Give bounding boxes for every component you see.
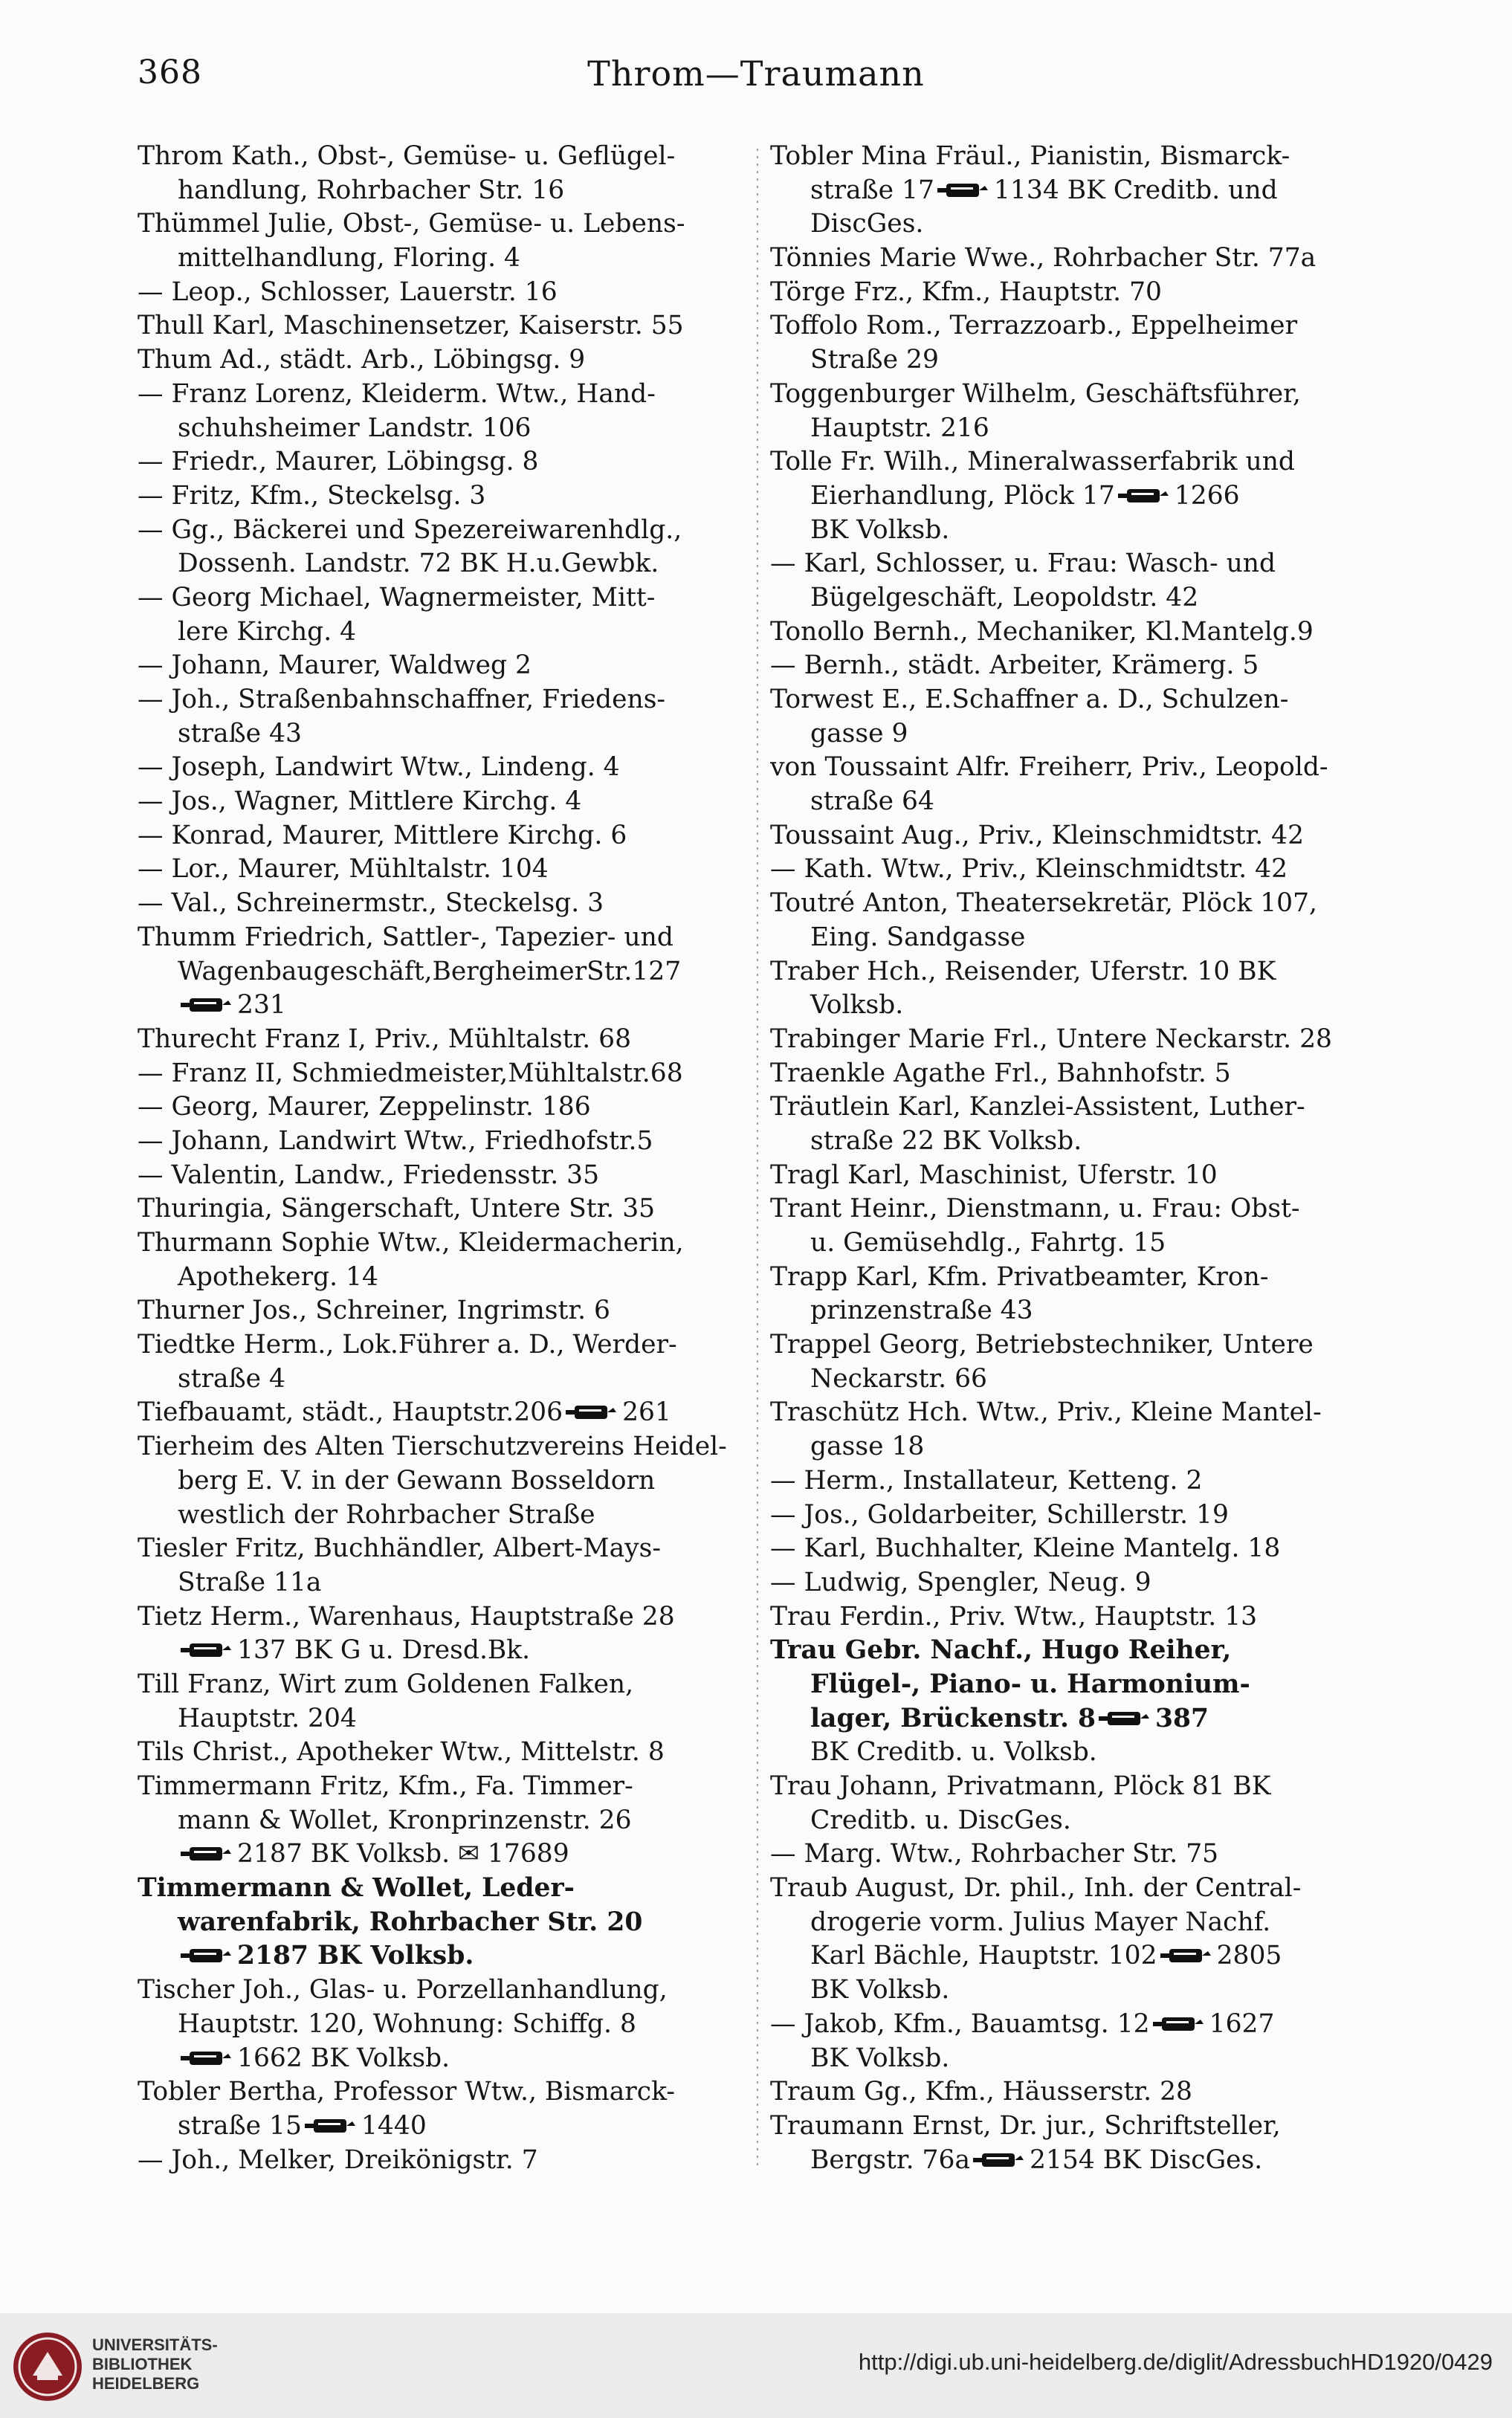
phone-number: 261 (622, 1397, 671, 1428)
directory-line (138, 785, 763, 819)
directory-line-text: — Johann, Landwirt Wtw., Friedhofstr.5 (138, 1125, 653, 1156)
directory-line (770, 1057, 1396, 1091)
directory-line (138, 1057, 763, 1091)
directory-line-text: BK Volksb. (810, 514, 950, 545)
directory-line (770, 547, 1396, 581)
directory-line (770, 1634, 1396, 1668)
directory-line-text: Apothekerg. 14 (178, 1261, 379, 1292)
directory-line-text: Törge Frz., Kfm., Hauptstr. 70 (770, 277, 1163, 307)
directory-line-text: — Jakob, Kfm., Bauamtsg. 12 (770, 2008, 1150, 2039)
directory-line (770, 853, 1396, 887)
directory-line-text: — Valentin, Landw., Friedensstr. 35 (138, 1160, 600, 1190)
directory-line (138, 1837, 763, 1872)
directory-line (138, 989, 763, 1023)
directory-line-text: Tolle Fr. Wilh., Mineralwasserfabrik und (770, 447, 1296, 477)
right-column (770, 140, 1396, 2176)
directory-line (770, 1430, 1396, 1464)
directory-line-text: 2187 BK Volksb. ✉ 17689 (237, 1839, 569, 1869)
telephone-icon (179, 1844, 234, 1863)
directory-line-text: Träutlein Karl, Kanzlei-Assistent, Luther- (770, 1092, 1305, 1122)
library-seal-icon (10, 2330, 85, 2404)
directory-line-text: Eierhandlung, Plöck 17 (810, 480, 1115, 511)
telephone-icon (303, 2116, 358, 2136)
directory-line (138, 412, 763, 446)
directory-line (138, 1464, 763, 1499)
directory-line (138, 242, 763, 276)
directory-line-text: Wagenbaugeschäft,BergheimerStr.127 (178, 956, 682, 986)
directory-line (770, 479, 1396, 514)
directory-line (770, 174, 1396, 208)
directory-line-text: — Val., Schreinermstr., Steckelsg. 3 (138, 888, 604, 919)
directory-line (138, 1226, 763, 1261)
directory-line (770, 378, 1396, 412)
directory-line-text: Flügel-, Piano- u. Harmonium- (810, 1669, 1250, 1699)
directory-line-text: Thurecht Franz I, Priv., Mühltalstr. 68 (138, 1024, 632, 1054)
directory-line (770, 615, 1396, 650)
directory-line-text: — Karl, Schlosser, u. Frau: Wasch- und (770, 549, 1276, 579)
directory-line (770, 1023, 1396, 1057)
directory-line (770, 649, 1396, 683)
directory-line (138, 1872, 763, 1906)
directory-line (770, 1192, 1396, 1226)
directory-line-text: Trau Ferdin., Priv. Wtw., Hauptstr. 13 (770, 1601, 1258, 1632)
directory-line (138, 955, 763, 989)
telephone-icon (1151, 2014, 1206, 2034)
directory-line-text: Trappel Georg, Betriebstechniker, Untere (770, 1330, 1314, 1360)
directory-line (138, 581, 763, 615)
directory-line-text: — Joh., Straßenbahnschaffner, Friedens- (138, 685, 666, 714)
telephone-icon (1117, 486, 1172, 505)
directory-line-text: Bergstr. 76a (810, 2144, 971, 2175)
phone-number: 1627 (1209, 2008, 1275, 2039)
telephone-icon (179, 995, 234, 1015)
directory-line-text: — Ludwig, Spengler, Neug. 9 (770, 1567, 1151, 1597)
directory-line-text: Tiefbauamt, städt., Hauptstr.206 (138, 1397, 563, 1428)
directory-line-text: Straße 29 (810, 345, 939, 375)
directory-line-text: Tobler Mina Fräul., Pianistin, Bismarck- (770, 141, 1290, 171)
directory-line (770, 276, 1396, 310)
directory-line (138, 1532, 763, 1566)
directory-line (770, 1906, 1396, 1940)
directory-line (770, 343, 1396, 378)
directory-line-text: lager, Brückenstr. 8 (810, 1703, 1096, 1733)
directory-line-text: handlung, Rohrbacher Str. 16 (178, 175, 565, 205)
directory-line-text: Tietz Herm., Warenhaus, Hauptstraße 28 (138, 1601, 675, 1632)
directory-line (138, 1430, 763, 1464)
directory-line-text: Creditb. u. DiscGes. (810, 1805, 1071, 1835)
library-name (92, 2335, 218, 2393)
telephone-icon (179, 1640, 234, 1660)
directory-line (138, 1566, 763, 1600)
directory-line (770, 1499, 1396, 1533)
directory-line (138, 887, 763, 921)
directory-line-text: — Georg, Maurer, Zeppelinstr. 186 (138, 1092, 591, 1122)
directory-line (770, 514, 1396, 548)
directory-line (770, 1125, 1396, 1159)
directory-line-text: straße 4 (178, 1363, 286, 1394)
phone-number: 1266 (1174, 480, 1240, 511)
directory-line-text: Throm Kath., Obst-, Gemüse- u. Geflügel- (138, 141, 676, 171)
directory-line (138, 1668, 763, 1702)
directory-line (138, 276, 763, 310)
directory-line (770, 751, 1396, 785)
directory-line-text: Tönnies Marie Wwe., Rohrbacher Str. 77a (770, 243, 1316, 274)
directory-line (138, 717, 763, 751)
directory-line-text: 1662 BK Volksb. (237, 2043, 450, 2073)
directory-line (138, 1973, 763, 2008)
directory-line-text: Traumann Ernst, Dr. jur., Schriftsteller, (770, 2110, 1281, 2141)
directory-line (138, 1261, 763, 1295)
directory-line-text: Eing. Sandgasse (810, 922, 1026, 952)
directory-line-text: Thull Karl, Maschinensetzer, Kaiserstr. 55 (138, 311, 684, 341)
directory-line (770, 1804, 1396, 1838)
directory-line (138, 2110, 763, 2144)
directory-line-text: Tonollo Bernh., Mechaniker, Kl.Mantelg.9 (770, 616, 1314, 647)
directory-line (770, 2008, 1396, 2042)
directory-line-text: — Friedr., Maurer, Löbingsg. 8 (138, 447, 539, 477)
directory-line-text: gasse 18 (810, 1432, 925, 1462)
directory-line-text: Tobler Bertha, Professor Wtw., Bismarck- (138, 2077, 676, 2107)
directory-line-text: Traenkle Agathe Frl., Bahnhofstr. 5 (770, 1058, 1231, 1088)
directory-line (770, 445, 1396, 479)
directory-line-text: Toffolo Rom., Terrazzoarb., Eppelheimer (770, 311, 1298, 341)
directory-line (770, 1600, 1396, 1635)
directory-line (138, 343, 763, 378)
directory-line-text: gasse 9 (810, 718, 908, 749)
directory-line-text: Thumm Friedrich, Sattler-, Tapezier- und (138, 922, 673, 952)
directory-line-text: Timmermann Fritz, Kfm., Fa. Timmer- (138, 1771, 633, 1801)
directory-line-text: — Konrad, Maurer, Mittlere Kirchg. 6 (138, 820, 627, 850)
column-divider (757, 149, 758, 2170)
directory-line-text: Thurmann Sophie Wtw., Kleidermacherin, (138, 1228, 684, 1258)
directory-line (138, 2008, 763, 2042)
directory-line-text: von Toussaint Alfr. Freiherr, Priv., Leopold- (770, 752, 1328, 783)
directory-line (770, 2042, 1396, 2076)
directory-line (770, 207, 1396, 242)
directory-line-text: — Georg Michael, Wagnermeister, Mitt- (138, 582, 656, 612)
directory-line-text: berg E. V. in der Gewann Bosseldorn (178, 1465, 656, 1496)
page-header (0, 46, 1512, 106)
directory-line (770, 921, 1396, 955)
directory-line-text: Till Franz, Wirt zum Goldenen Falken, (138, 1669, 634, 1699)
directory-line-text: Toutré Anton, Theatersekretär, Plöck 107, (770, 888, 1318, 919)
directory-line-text: Hauptstr. 216 (810, 413, 989, 443)
directory-line-text: u. Gemüsehdlg., Fahrtg. 15 (810, 1228, 1166, 1258)
directory-line-text: Neckarstr. 66 (810, 1363, 987, 1394)
directory-line (770, 1736, 1396, 1770)
directory-line (138, 1023, 763, 1057)
left-column (138, 140, 763, 2176)
directory-line (770, 1226, 1396, 1261)
directory-line-text: — Bernh., städt. Arbeiter, Krämerg. 5 (770, 650, 1259, 681)
directory-line (138, 479, 763, 514)
phone-number: 2154 BK DiscGes. (1030, 2144, 1263, 2175)
directory-line-text: Bügelgeschäft, Leopoldstr. 42 (810, 582, 1199, 612)
directory-line (138, 1328, 763, 1362)
directory-line (138, 1396, 763, 1430)
directory-line (138, 1294, 763, 1328)
directory-line-text: Traum Gg., Kfm., Häusserstr. 28 (770, 2077, 1192, 2107)
directory-line (770, 1328, 1396, 1362)
directory-line (770, 1702, 1396, 1736)
directory-line-text: — Gg., Bäckerei und Spezereiwarenhdlg., (138, 514, 682, 545)
directory-line-text: Hauptstr. 120, Wohnung: Schiffg. 8 (178, 2008, 636, 2039)
running-title: Throm—Traumann (587, 54, 925, 94)
directory-line-text: Torwest E., E.Schaffner a. D., Schulzen- (770, 685, 1289, 714)
directory-line (770, 989, 1396, 1023)
directory-line-text: — Jos., Wagner, Mittlere Kirchg. 4 (138, 786, 582, 817)
directory-line (138, 309, 763, 343)
phone-number: 1134 BK Creditb. und (993, 175, 1278, 205)
telephone-icon (179, 1946, 234, 1965)
directory-line-text: drogerie vorm. Julius Mayer Nachf. (810, 1907, 1271, 1937)
directory-line (770, 1464, 1396, 1499)
directory-line-text: — Lor., Maurer, Mühltalstr. 104 (138, 854, 549, 885)
directory-line (138, 1702, 763, 1736)
source-url-link[interactable]: http://digi.ub.uni-heidelberg.de/diglit/AdressbuchHD1920/0429 (858, 2349, 1493, 2375)
phone-number: 2805 (1216, 1941, 1282, 1971)
directory-line-text: schuhsheimer Landstr. 106 (178, 413, 532, 443)
directory-line (138, 207, 763, 242)
directory-line-text: 2187 BK Volksb. (237, 1941, 474, 1971)
directory-line-text: Tiedtke Herm., Lok.Führer a. D., Werder- (138, 1330, 677, 1360)
directory-line (770, 309, 1396, 343)
directory-line (770, 1261, 1396, 1295)
directory-line-text: Toggenburger Wilhelm, Geschäftsführer, (770, 378, 1301, 409)
directory-line (138, 1192, 763, 1226)
directory-line (138, 2042, 763, 2076)
directory-line-text: — Johann, Maurer, Waldweg 2 (138, 650, 532, 681)
directory-line (138, 140, 763, 174)
directory-line (138, 1770, 763, 1804)
directory-line-text: Trau Gebr. Nachf., Hugo Reiher, (770, 1635, 1232, 1666)
directory-line (770, 1668, 1396, 1702)
directory-line-text: Traber Hch., Reisender, Uferstr. 10 BK (770, 956, 1276, 986)
directory-line (138, 1804, 763, 1838)
directory-line (138, 751, 763, 785)
directory-line-text: Volksb. (810, 990, 904, 1021)
directory-line (138, 1125, 763, 1159)
directory-line (770, 955, 1396, 989)
page-number: 368 (138, 54, 202, 91)
directory-line-text: Tiesler Fritz, Buchhändler, Albert-Mays- (138, 1533, 662, 1564)
directory-line-text: Timmermann & Wollet, Leder- (138, 1873, 575, 1904)
directory-line-text: BK Volksb. (810, 1975, 950, 2005)
directory-line (770, 1090, 1396, 1125)
directory-line (138, 615, 763, 650)
directory-line (770, 581, 1396, 615)
directory-line-text: Thuringia, Sängerschaft, Untere Str. 35 (138, 1194, 656, 1224)
telephone-icon (972, 2150, 1027, 2170)
directory-line (770, 2075, 1396, 2110)
directory-line-text: 137 BK G u. Dresd.Bk. (237, 1635, 531, 1666)
directory-line (770, 2144, 1396, 2176)
directory-line (770, 1872, 1396, 1906)
directory-line (770, 1566, 1396, 1600)
directory-line-text: straße 64 (810, 786, 934, 817)
directory-line (770, 242, 1396, 276)
directory-line (138, 1090, 763, 1125)
directory-line-text: Tragl Karl, Maschinist, Uferstr. 10 (770, 1160, 1218, 1190)
directory-line-text: Thümmel Julie, Obst-, Gemüse- u. Lebens- (138, 209, 685, 239)
directory-line (138, 683, 763, 717)
directory-line-text: — Herm., Installateur, Ketteng. 2 (770, 1465, 1203, 1496)
directory-line (770, 2110, 1396, 2144)
directory-line (138, 819, 763, 853)
directory-line (770, 1159, 1396, 1193)
directory-line-text: Tischer Joh., Glas- u. Porzellanhandlung, (138, 1975, 668, 2005)
directory-line-text: Karl Bächle, Hauptstr. 102 (810, 1941, 1157, 1971)
directory-line-text: BK Volksb. (810, 2043, 950, 2073)
directory-line-text: Tils Christ., Apotheker Wtw., Mittelstr. 8 (138, 1737, 665, 1768)
directory-line-text: Tierheim des Alten Tierschutzvereins Heidel- (138, 1432, 727, 1462)
directory-line-text: — Joseph, Landwirt Wtw., Lindeng. 4 (138, 752, 620, 783)
directory-line-text: Hauptstr. 204 (178, 1703, 357, 1733)
directory-line (770, 1396, 1396, 1430)
directory-line-text: Dossenh. Landstr. 72 BK H.u.Gewbk. (178, 549, 659, 579)
directory-line (138, 1736, 763, 1770)
directory-line (138, 445, 763, 479)
directory-line-text: — Franz Lorenz, Kleiderm. Wtw., Hand- (138, 378, 656, 409)
phone-number: 387 (1154, 1703, 1209, 1733)
directory-line (138, 649, 763, 683)
directory-line-text: BK Creditb. u. Volksb. (810, 1737, 1097, 1768)
directory-line (770, 785, 1396, 819)
telephone-icon (179, 2049, 234, 2068)
directory-line (138, 1600, 763, 1635)
directory-line (770, 1837, 1396, 1872)
directory-line-text: Straße 11a (178, 1567, 322, 1597)
directory-line-text: — Fritz, Kfm., Steckelsg. 3 (138, 480, 486, 511)
directory-line (138, 514, 763, 548)
directory-line-text: Toussaint Aug., Priv., Kleinschmidtstr. 42 (770, 820, 1305, 850)
directory-line (770, 140, 1396, 174)
directory-line (770, 412, 1396, 446)
telephone-icon (564, 1403, 619, 1422)
directory-line-text: mittelhandlung, Floring. 4 (178, 243, 520, 274)
directory-line-text: — Kath. Wtw., Priv., Kleinschmidtstr. 42 (770, 854, 1288, 885)
directory-line (138, 853, 763, 887)
directory-line (138, 1906, 763, 1940)
telephone-icon (1159, 1946, 1214, 1965)
directory-line-text: Trapp Karl, Kfm. Privatbeamter, Kron- (770, 1261, 1269, 1292)
directory-line-text: — Franz II, Schmiedmeister,Mühltalstr.68 (138, 1058, 683, 1088)
directory-line-text: warenfabrik, Rohrbacher Str. 20 (178, 1907, 643, 1937)
directory-line-text: Traschütz Hch. Wtw., Priv., Kleine Mantel- (770, 1397, 1322, 1428)
directory-line-text: mann & Wollet, Kronprinzenstr. 26 (178, 1805, 632, 1835)
directory-line (770, 1973, 1396, 2008)
directory-line (138, 2144, 763, 2176)
phone-number: 1440 (361, 2110, 427, 2141)
directory-line (138, 1634, 763, 1668)
directory-line-text: Thurner Jos., Schreiner, Ingrimstr. 6 (138, 1296, 610, 1326)
directory-line-text: straße 17 (810, 175, 934, 205)
library-name-line: HEIDELBERG (92, 2374, 200, 2393)
directory-line-text: Trau Johann, Privatmann, Plöck 81 BK (770, 1771, 1271, 1801)
directory-line (138, 2075, 763, 2110)
directory-line-text: westlich der Rohrbacher Straße (178, 1499, 595, 1530)
directory-line (770, 1294, 1396, 1328)
directory-line (770, 1939, 1396, 1973)
directory-line (770, 1770, 1396, 1804)
directory-line (770, 683, 1396, 717)
directory-line (138, 1159, 763, 1193)
directory-line-text: lere Kirchg. 4 (178, 616, 357, 647)
directory-line (138, 547, 763, 581)
directory-line-text: — Joh., Melker, Dreikönigstr. 7 (138, 2144, 538, 2175)
directory-line-text: straße 15 (178, 2110, 302, 2141)
directory-line (770, 819, 1396, 853)
directory-line-text: straße 22 BK Volksb. (810, 1125, 1082, 1156)
directory-line-text: Trabinger Marie Frl., Untere Neckarstr. 28 (770, 1024, 1332, 1054)
directory-line (770, 1532, 1396, 1566)
directory-line (138, 378, 763, 412)
directory-line-text: prinzenstraße 43 (810, 1296, 1033, 1326)
directory-line-text: — Jos., Goldarbeiter, Schillerstr. 19 (770, 1499, 1229, 1530)
directory-line (770, 887, 1396, 921)
directory-line (770, 717, 1396, 751)
directory-line-text: DiscGes. (810, 209, 924, 239)
directory-line (138, 174, 763, 208)
directory-line-text: — Marg. Wtw., Rohrbacher Str. 75 (770, 1839, 1219, 1869)
telephone-icon (1097, 1709, 1152, 1728)
directory-line-text: — Karl, Buchhalter, Kleine Mantelg. 18 (770, 1533, 1281, 1564)
directory-line (138, 921, 763, 955)
footer-bar (0, 2313, 1512, 2418)
directory-line-text: Thum Ad., städt. Arb., Löbingsg. 9 (138, 345, 586, 375)
library-name-line: BIBLIOTHEK (92, 2355, 193, 2373)
directory-line-text: Trant Heinr., Dienstmann, u. Frau: Obst- (770, 1194, 1300, 1224)
directory-line-text: 231 (237, 990, 286, 1021)
directory-line-text: Traub August, Dr. phil., Inh. der Central- (770, 1873, 1302, 1904)
directory-line-text: — Leop., Schlosser, Lauerstr. 16 (138, 277, 558, 307)
telephone-icon (936, 181, 991, 200)
library-name-line: UNIVERSITÄTS- (92, 2335, 218, 2354)
directory-line (138, 1939, 763, 1973)
directory-line (770, 1362, 1396, 1397)
directory-line (138, 1362, 763, 1397)
directory-line-text: straße 43 (178, 718, 302, 749)
directory-line (138, 1499, 763, 1533)
